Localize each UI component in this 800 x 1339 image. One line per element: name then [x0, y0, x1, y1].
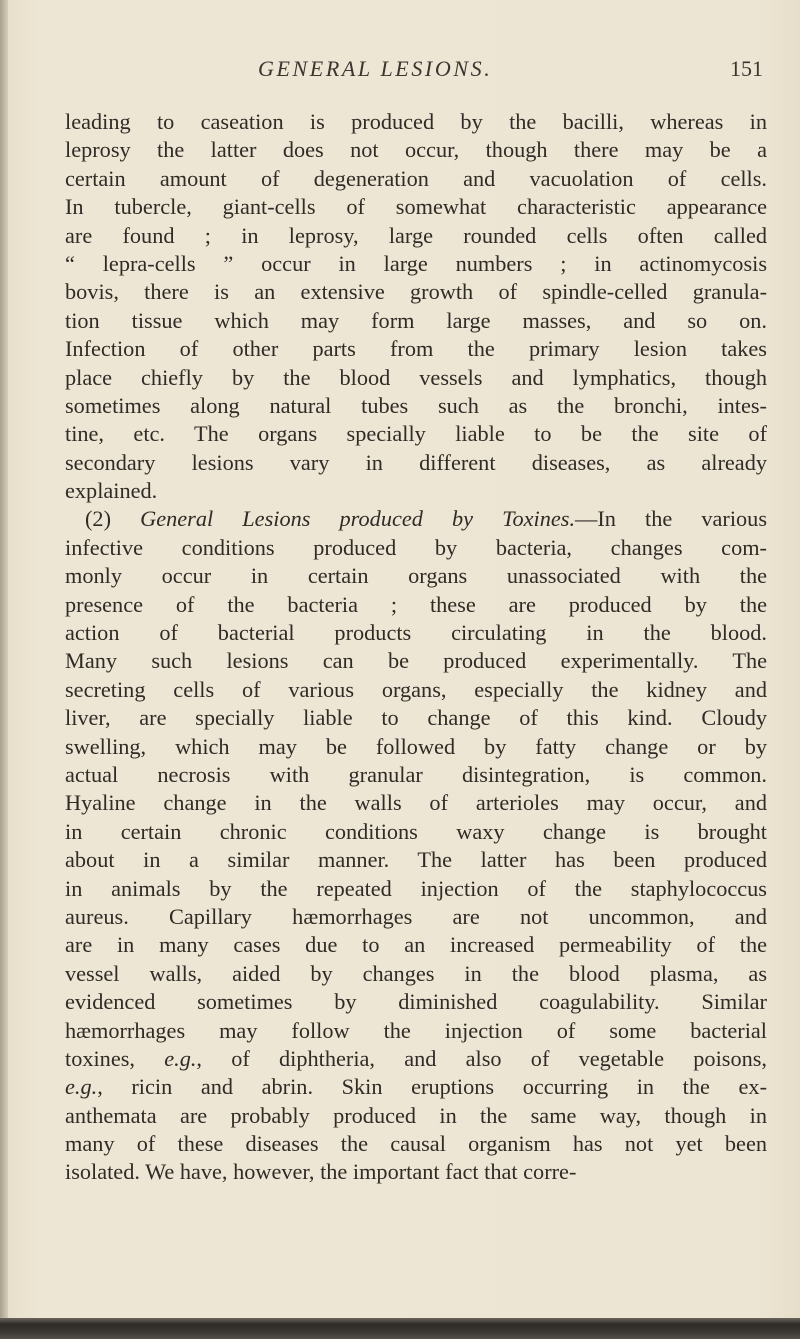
text-line: [65, 1102, 767, 1130]
text-segment: in certain chronic conditions waxy change is brought: [65, 818, 767, 844]
text-segment: toxines,: [65, 1045, 165, 1071]
text-segment: evidenced sometimes by diminished coagulability. Similar: [65, 989, 767, 1015]
text-line: [65, 1158, 767, 1186]
text-segment: leading to caseation is produced by the bacilli, whereas in: [65, 109, 767, 134]
text-line: [65, 165, 767, 193]
text-segment: vessel walls, aided by changes in the blood plasma, as: [65, 960, 767, 986]
running-head: [0, 56, 800, 90]
text-line: [65, 364, 767, 392]
running-title: GENERAL LESIONS.: [258, 56, 493, 81]
text-line: [65, 704, 767, 732]
text-segment: anthemata are probably produced in the same way, though in: [65, 1102, 767, 1128]
text-segment: place chiefly by the blood vessels and lymphatics, though: [65, 364, 767, 390]
text-line: [65, 449, 767, 477]
text-segment: tine, etc. The organs specially liable to be the site of: [65, 421, 767, 447]
text-line: [65, 136, 767, 164]
text-segment: (2): [85, 506, 141, 532]
page-gutter-shadow: [0, 0, 8, 1339]
text-segment: isolated. We have, however, the important fact that corre-: [65, 1159, 577, 1185]
text-line: [65, 477, 767, 505]
text-line: [65, 278, 767, 306]
text-segment: In tubercle, giant-cells of somewhat characteristic appearance: [65, 194, 767, 220]
italic-text-segment: e.g.: [65, 1074, 98, 1100]
text-line: [65, 676, 767, 704]
text-line: [65, 647, 767, 675]
text-line: [65, 591, 767, 619]
text-segment: swelling, which may be followed by fatty change or by: [65, 733, 767, 759]
text-segment: secondary lesions vary in different diseases, as already: [65, 449, 767, 475]
body-text: [65, 108, 767, 1187]
text-segment: —In the various: [575, 506, 767, 532]
text-segment: explained.: [65, 478, 158, 504]
text-line: [65, 250, 767, 278]
text-segment: actual necrosis with granular disintegration, is common.: [65, 761, 767, 787]
text-segment: aureus. Capillary hæmorrhages are not uncommon, and: [65, 903, 767, 929]
text-segment: many of these diseases the causal organism has not yet been: [65, 1131, 767, 1157]
text-segment: in animals by the repeated injection of the staphylococcus: [65, 875, 767, 901]
text-line: [65, 789, 767, 817]
text-segment: hæmorrhages may follow the injection of some bacterial: [65, 1017, 767, 1043]
text-line: [65, 733, 767, 761]
text-line: [65, 960, 767, 988]
text-segment: about in a similar manner. The latter has been produced: [65, 847, 767, 873]
text-segment: liver, are specially liable to change of this kind. Cloudy: [65, 705, 767, 731]
text-segment: , ricin and abrin. Skin eruptions occurring in the ex-: [97, 1074, 767, 1100]
text-segment: are in many cases due to an increased permeability of the: [65, 932, 767, 958]
text-line: [65, 335, 767, 363]
text-segment: Infection of other parts from the primary lesion takes: [65, 336, 767, 362]
text-line: [65, 222, 767, 250]
text-line: [65, 193, 767, 221]
text-line: [65, 505, 767, 533]
text-segment: secreting cells of various organs, especially the kidney and: [65, 676, 767, 702]
text-segment: sometimes along natural tubes such as the bronchi, intes-: [65, 392, 767, 418]
text-segment: leprosy the latter does not occur, though there may be a: [65, 137, 767, 163]
text-line: [65, 988, 767, 1016]
text-line: [65, 875, 767, 903]
text-segment: certain amount of degeneration and vacuolation of cells.: [65, 165, 767, 191]
text-line: [65, 619, 767, 647]
page-number: 151: [730, 56, 763, 81]
text-line: [65, 846, 767, 874]
text-segment: presence of the bacteria ; these are produced by the: [65, 591, 767, 617]
text-line: [65, 307, 767, 335]
scan-edge-band: [0, 1318, 800, 1339]
text-line: [65, 931, 767, 959]
text-segment: action of bacterial products circulating in the blood.: [65, 620, 767, 646]
text-line: [65, 108, 767, 136]
text-line: [65, 562, 767, 590]
text-segment: , of diphtheria, and also of vegetable poisons,: [196, 1045, 767, 1071]
italic-text-segment: e.g.: [164, 1045, 197, 1071]
text-segment: “ lepra-cells ” occur in large numbers ; in actinomycosis: [65, 250, 767, 276]
text-segment: are found ; in leprosy, large rounded cells often called: [65, 222, 767, 248]
text-segment: Hyaline change in the walls of arterioles may occur, and: [65, 790, 767, 816]
text-line: [65, 761, 767, 789]
text-line: [65, 392, 767, 420]
text-line: [65, 534, 767, 562]
text-segment: Many such lesions can be produced experimentally. The: [65, 648, 767, 674]
text-segment: tion tissue which may form large masses, and so on.: [65, 307, 767, 333]
text-line: [65, 1017, 767, 1045]
text-segment: monly occur in certain organs unassociated with the: [65, 563, 767, 589]
text-line: [65, 903, 767, 931]
text-line: [65, 818, 767, 846]
text-segment: bovis, there is an extensive growth of spindle-celled granula-: [65, 279, 767, 305]
text-line: [65, 1045, 767, 1073]
text-line: [65, 1130, 767, 1158]
italic-text-segment: General Lesions produced by Toxines.: [140, 506, 576, 532]
text-line: [65, 1073, 767, 1101]
text-segment: infective conditions produced by bacteria, changes com-: [65, 534, 767, 560]
text-line: [65, 420, 767, 448]
